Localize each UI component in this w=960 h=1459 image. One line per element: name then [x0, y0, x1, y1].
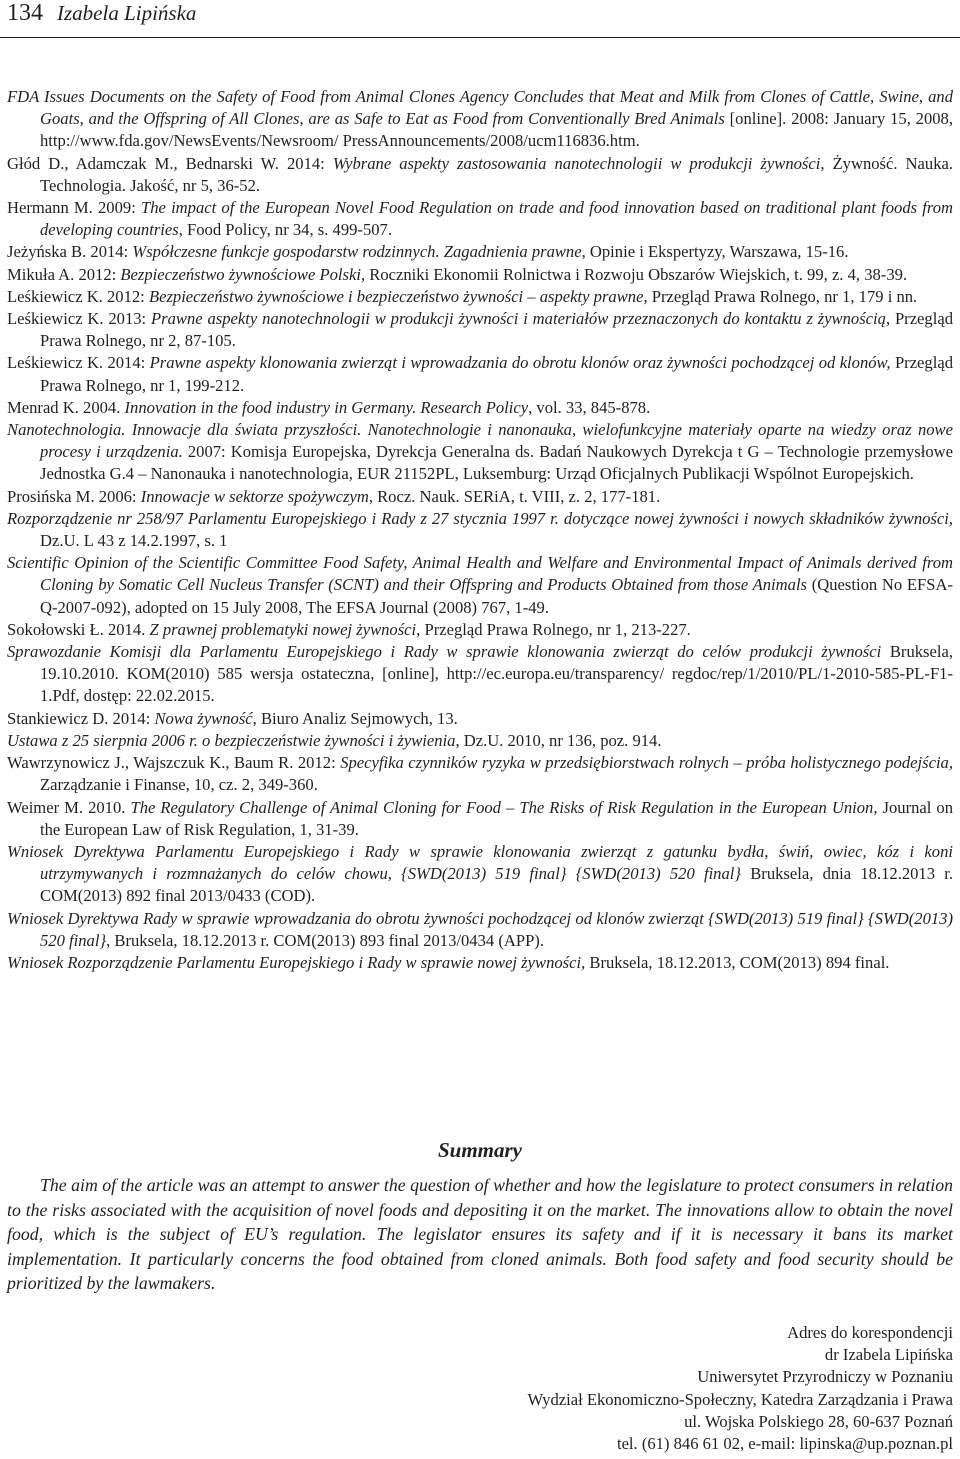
- reference-italic-text: Z prawnej problematyki nowej żywności,: [149, 619, 425, 639]
- address-name: dr Izabela Lipińska: [824, 1345, 953, 1365]
- reference-entry: [7, 708, 953, 730]
- reference-text: Jeżyńska B. 2014:: [7, 242, 133, 262]
- reference-entry: [7, 419, 953, 486]
- reference-italic-text: Ustawa z 25 sierpnia 2006 r. o bezpieczeństwie żywności i żywienia: [7, 730, 456, 750]
- correspondence-address: [528, 1322, 953, 1455]
- reference-text: Przegląd Prawa Rolnego, nr 1, 179 i nn.: [651, 286, 918, 306]
- reference-entry: [7, 153, 953, 197]
- reference-text: Leśkiewicz K. 2012:: [7, 286, 149, 306]
- reference-text: Wawrzynowicz J., Wajszczuk K., Baum R. 2012:: [7, 753, 341, 773]
- reference-italic-text: Wniosek Dyrektywa Parlamentu Europejskiego i Rady w sprawie klonowania zwierząt z gatunku bydła, świń, owiec, kóz i koni utrzymywanych i rozmnażanych do celów chowu, {SWD(2013) 519 final} {SWD(2013) 520 final}: [7, 841, 953, 884]
- reference-italic-text: Prawne aspekty nanotechnologii w produkcji żywności i materiałów przeznaczonych do kontaktu z żywnością,: [151, 309, 895, 329]
- reference-entry: [7, 752, 953, 796]
- reference-entry: [7, 241, 953, 263]
- reference-entry: [7, 286, 953, 308]
- reference-italic-text: Innovation in the food industry in Germany. Research Policy: [124, 397, 529, 417]
- reference-italic-text: Specyfika czynników ryzyka w przedsiębiorstwach rolnych – próba holistycznego podejścia,: [340, 753, 953, 773]
- header-rule: [0, 37, 960, 38]
- reference-text: (Question No EFSA-Q-2007-092), adopted on 15 July 2008, The EFSA Journal (2008) 767, 1-49.: [40, 575, 953, 617]
- reference-entry: [7, 86, 953, 153]
- reference-entry: [7, 264, 953, 286]
- reference-entry: [7, 486, 953, 508]
- reference-entry: [7, 797, 953, 841]
- reference-italic-text: The impact of the European Novel Food Regulation on trade and food innovation based on traditional plant foods from developing countries: [40, 198, 954, 240]
- reference-entry: [7, 908, 953, 952]
- reference-entry: [7, 308, 953, 352]
- reference-text: Żywność. Nauka. Technologia. Jakość, nr 5, 36-52.: [40, 153, 954, 195]
- reference-entry: [7, 641, 953, 708]
- reference-entry: [7, 730, 953, 752]
- summary-text: The aim of the article was an attempt to answer the question of whether and how the legislature to protect consumers in relation to the risks associated with the acquisition of novel foods and depositing it on the market. The innovations allow to obtain the novel food, which is the subject of EU’s regulation. The legislator ensures its safety and if it is necessary it bans its market implementation. It particularly concerns the food obtained from cloned animals. Both food safety and food security should be prioritized by the lawmakers.: [7, 1175, 953, 1294]
- reference-text: Przegląd Prawa Rolnego, nr 1, 213-227.: [424, 619, 691, 639]
- reference-text: , Dz.U. 2010, nr 136, poz. 914.: [455, 730, 662, 750]
- page-number: 134: [7, 0, 43, 26]
- reference-italic-text: Scientific Opinion of the Scientific Committee Food Safety, Animal Health and Welfare and Environmental Impact of Animals derived from Cloning by Somatic Cell Nucleus Transfer (SCNT) and their Offspring and Products Obtained from those Animals: [7, 553, 953, 595]
- reference-text: , Biuro Analiz Sejmowych, 13.: [252, 708, 458, 728]
- reference-entry: [7, 619, 953, 641]
- reference-entry: [7, 841, 953, 908]
- reference-entry: [7, 397, 953, 419]
- reference-entry: [7, 508, 953, 552]
- reference-text: , Opinie i Ekspertyzy, Warszawa, 15-16.: [581, 242, 849, 262]
- reference-text: [online]. 2008: January 15, 2008, http://www.fda.gov/NewsEvents/Newsroom/ PressAnnouncements/2008/ucm116836.htm.: [40, 109, 953, 151]
- reference-italic-text: Wniosek Dyrektywa Rady w sprawie wprowadzania do obrotu żywności pochodzącej od klonów zwierząt {SWD(2013) 519 final} {SWD(2013) 520 final}: [7, 908, 953, 950]
- reference-text: Leśkiewicz K. 2014:: [7, 353, 150, 373]
- reference-text: Dz.U. L 43 z 14.2.1997, s. 1: [40, 531, 228, 551]
- reference-italic-text: Bezpieczeństwo żywnościowe i bezpieczeństwo żywności – aspekty prawne,: [148, 286, 652, 306]
- reference-text: , Bruksela, 18.12.2013 r. COM(2013) 893 final 2013/0434 (APP).: [106, 930, 544, 950]
- reference-text: Bruksela, dnia 18.12.2013 r. COM(2013) 892 final 2013/0433 (COD).: [40, 864, 953, 906]
- reference-text: Głód D., Adamczak M., Bednarski W. 2014:: [7, 153, 333, 173]
- reference-text: , vol. 33, 845-878.: [528, 397, 651, 417]
- reference-text: Zarządzanie i Finanse, 10, cz. 2, 349-360.: [40, 775, 318, 795]
- reference-text: , Food Policy, nr 34, s. 499-507.: [178, 220, 392, 240]
- reference-text: Bruksela, 18.12.2013, COM(2013) 894 final.: [589, 952, 890, 972]
- reference-text: Menrad K. 2004.: [7, 397, 125, 417]
- reference-entry: [7, 352, 953, 396]
- reference-text: , Journal on the European Law of Risk Regulation, 1, 31-39.: [40, 797, 954, 839]
- reference-text: Sokołowski Ł. 2014.: [7, 619, 150, 639]
- reference-list: [7, 86, 953, 974]
- reference-text: , Rocz. Nauk. SERiA, t. VIII, z. 2, 177-181.: [368, 486, 661, 506]
- reference-italic-text: Bezpieczeństwo żywnościowe Polski,: [120, 264, 370, 284]
- reference-italic-text: Wybrane aspekty zastosowania nanotechnologii w produkcji żywności,: [332, 153, 833, 173]
- reference-italic-text: Współczesne funkcje gospodarstw rodzinnych. Zagadnienia prawne: [132, 242, 582, 262]
- summary-heading: Summary: [437, 1138, 523, 1162]
- reference-text: 2007: Komisja Europejska, Dyrekcja Generalna ds. Badań Naukowych Dyrekcja t G – Technologie przemysłowe Jednostka G.4 – Nanonauka i nanotechnologia, EUR 21152PL, Luksemburg: Urząd Oficjalnych Publikacji Wspólnot Europejskich.: [40, 442, 953, 484]
- reference-italic-text: Wniosek Rozporządzenie Parlamentu Europejskiego i Rady w sprawie nowej żywności,: [7, 952, 590, 972]
- reference-text: Mikuła A. 2012:: [7, 264, 121, 284]
- reference-text: Stankiewicz D. 2014:: [7, 708, 155, 728]
- reference-text: Weimer M. 2010.: [7, 797, 131, 817]
- address-heading: Adres do korespondencji: [787, 1323, 953, 1342]
- reference-text: Przegląd Prawa Rolnego, nr 1, 199-212.: [40, 353, 953, 395]
- reference-text: Bruksela, 19.10.2010. KOM(2010) 585 wersja ostateczna, [online], http://ec.europa.eu/transparency/ regdoc/rep/1/2010/PL/1-2010-585-PL-F1-1.Pdf, dostęp: 22.02.2015.: [40, 642, 953, 706]
- reference-italic-text: Nanotechnologia. Innowacje dla świata przyszłości. Nanotechnologie i nanonauka, wielofunkcyjne materiały oparte na wiedzy oraz nowe procesy i urządzenia.: [7, 420, 953, 462]
- reference-italic-text: Sprawozdanie Komisji dla Parlamentu Europejskiego i Rady w sprawie klonowania zwierząt do celów produkcji żywności: [7, 642, 890, 662]
- reference-italic-text: Rozporządzenie nr 258/97 Parlamentu Europejskiego i Rady z 27 stycznia 1997 r. dotyczące nowej żywności i nowych składników żywności,: [7, 508, 953, 528]
- running-header: [7, 0, 196, 34]
- reference-italic-text: The Regulatory Challenge of Animal Cloning for Food – The Risks of Risk Regulation in the European Union: [130, 797, 874, 817]
- reference-entry: [7, 197, 953, 241]
- reference-entry: [7, 552, 953, 619]
- address-contact: tel. (61) 846 61 02, e-mail: lipinska@up.poznan.pl: [616, 1434, 953, 1454]
- reference-italic-text: Nowa żywność: [154, 708, 253, 728]
- reference-italic-text: Innowacje w sektorze spożywczym: [140, 486, 369, 506]
- reference-entry: [7, 952, 953, 974]
- reference-text: Roczniki Ekonomii Rolnictwa i Rozwoju Obszarów Wiejskich, t. 99, z. 4, 38-39.: [369, 264, 908, 284]
- reference-italic-text: FDA Issues Documents on the Safety of Food from Animal Clones Agency Concludes that Meat and Milk from Clones of Cattle, Swine, and Goats, and the Offspring of All Clones, are as Safe to Eat as Food from Conventionally Bred Animals: [7, 87, 953, 129]
- reference-text: Leśkiewicz K. 2013:: [7, 309, 152, 329]
- reference-text: Prosińska M. 2006:: [7, 486, 141, 506]
- address-faculty: Wydział Ekonomiczno-Społeczny, Katedra Zarządzania i Prawa: [527, 1389, 953, 1409]
- reference-text: Przegląd Prawa Rolnego, nr 2, 87-105.: [40, 309, 953, 351]
- reference-italic-text: Prawne aspekty klonowania zwierząt i wprowadzania do obrotu klonów oraz żywności pochodzącej od klonów,: [149, 353, 895, 373]
- address-university: Uniwersytet Przyrodniczy w Poznaniu: [697, 1367, 953, 1387]
- reference-text: Hermann M. 2009:: [7, 198, 141, 218]
- running-header-author: Izabela Lipińska: [57, 1, 197, 25]
- address-street: ul. Wojska Polskiego 28, 60-637 Poznań: [684, 1411, 953, 1431]
